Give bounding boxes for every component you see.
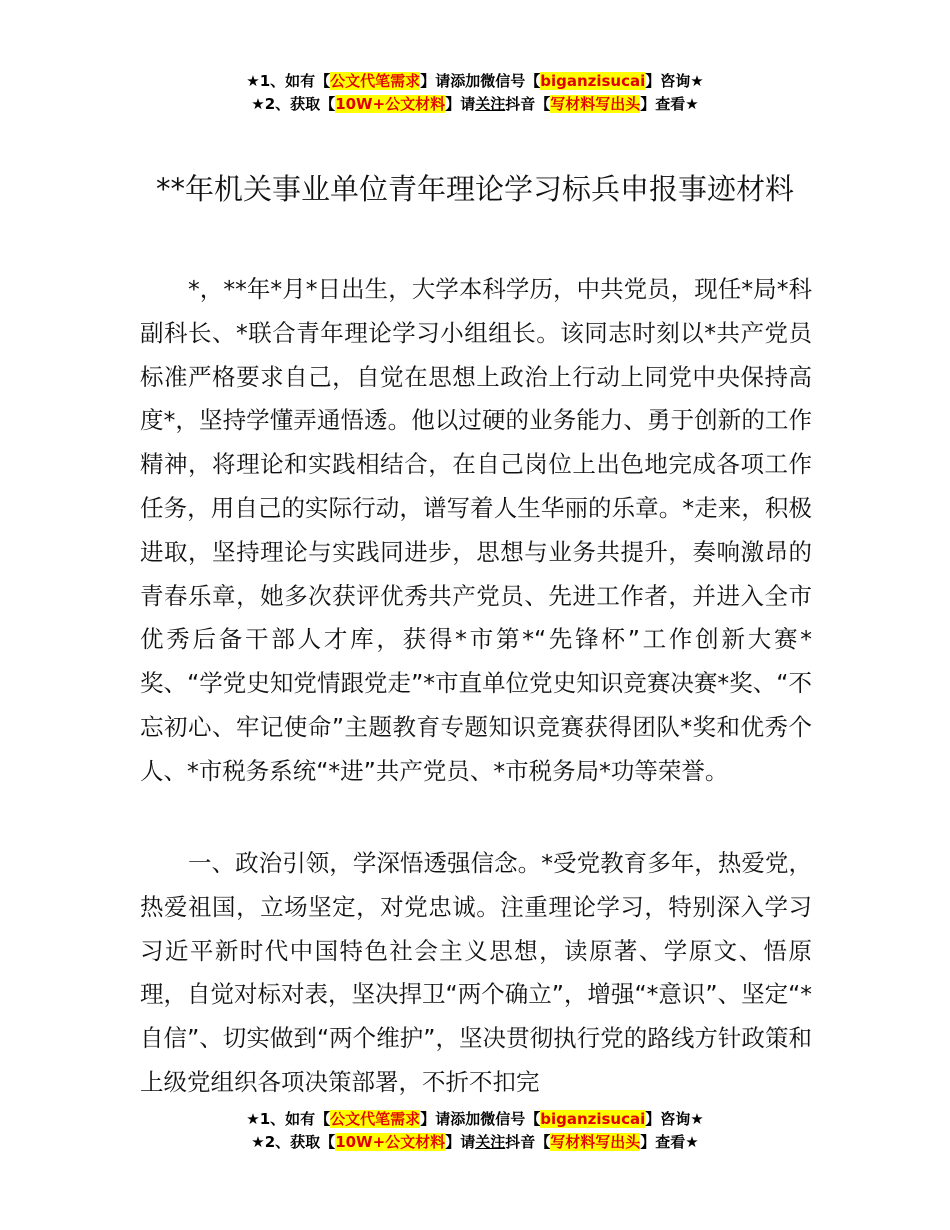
banner-line-2 [0,93,950,116]
banner-text: 】查看★ [640,95,699,113]
banner-highlight: biganzisucai [540,1110,646,1128]
banner-line-2 [0,1131,950,1154]
banner-text: 抖音【 [505,95,551,113]
banner-text: ★2、获取【 [251,1133,336,1151]
body-paragraph-1: *，**年*月*日出生，大学本科学历，中共党员，现任*局*科副科长、*联合青年理论学习小组组长。该同志时刻以*共产党员标准严格要求自己，自觉在思想上政治上行动上同党中央保持高度*，坚持学懂弄通悟透。他以过硬的业务能力、勇于创新的工作精神，将理论和实践相结合，在自己岗位上出色地完成各项工作任务，用自己的实际行动，谱写着人生华丽的乐章。*走来，积极进取，坚持理论与实践同进步，思想与业务共提升，奏响激昂的青春乐章，她多次获评优秀共产党员、先进工作者，并进入全市优秀后备干部人才库，获得*市第*“先锋杯”工作创新大赛*奖、“学党史知党情跟党走”*市直单位党史知识竞赛决赛*奖、“不忘初心、牢记使命”主题教育专题知识竞赛获得团队*奖和优秀个人、*市税务系统“*进”共产党员、*市税务局*功等荣誉。 [140,275,812,785]
banner-highlight: 10W+公文材料 [335,95,446,113]
banner-text: 】请 [445,95,476,113]
body-paragraph-2: 一、政治引领，学深悟透强信念。*受党教育多年，热爱党，热爱祖国，立场坚定，对党忠诚。注重理论学习，特别深入学习习近平新时代中国特色社会主义思想，读原著、学原文、悟原理，自觉对标对表，坚决捍卫“两个确立”，增强“*意识”、坚定“*自信”、切实做到“两个维护”，坚决贯彻执行党的路线方针政策和上级党组织各项决策部署，不折不扣完 [140,849,812,1096]
banner-text: 】请添加微信号【 [420,1110,541,1128]
banner-text: 】咨询★ [645,72,704,90]
banner-line-1 [0,70,950,93]
banner-underlined: 关注 [475,95,506,113]
banner-highlight: 10W+公文材料 [335,1133,446,1151]
banner-highlight: 写材料写出头 [550,1133,641,1151]
banner-line-1 [0,1108,950,1131]
banner-text: ★2、获取【 [251,95,336,113]
banner-text: 】咨询★ [645,1110,704,1128]
banner-highlight: 公文代笔需求 [330,1110,421,1128]
banner-text: 】查看★ [640,1133,699,1151]
banner-highlight: biganzisucai [540,72,646,90]
banner-text: 】请 [445,1133,476,1151]
banner-text: 抖音【 [505,1133,551,1151]
banner-text: ★1、如有【 [246,1110,331,1128]
document-title: **年机关事业单位青年理论学习标兵申报事迹材料 [155,172,794,206]
banner-text: ★1、如有【 [246,72,331,90]
banner-underlined: 关注 [475,1133,506,1151]
banner-highlight: 公文代笔需求 [330,72,421,90]
footer-banner [0,1108,950,1154]
banner-text: 】请添加微信号【 [420,72,541,90]
banner-highlight: 写材料写出头 [550,95,641,113]
header-banner [0,70,950,116]
